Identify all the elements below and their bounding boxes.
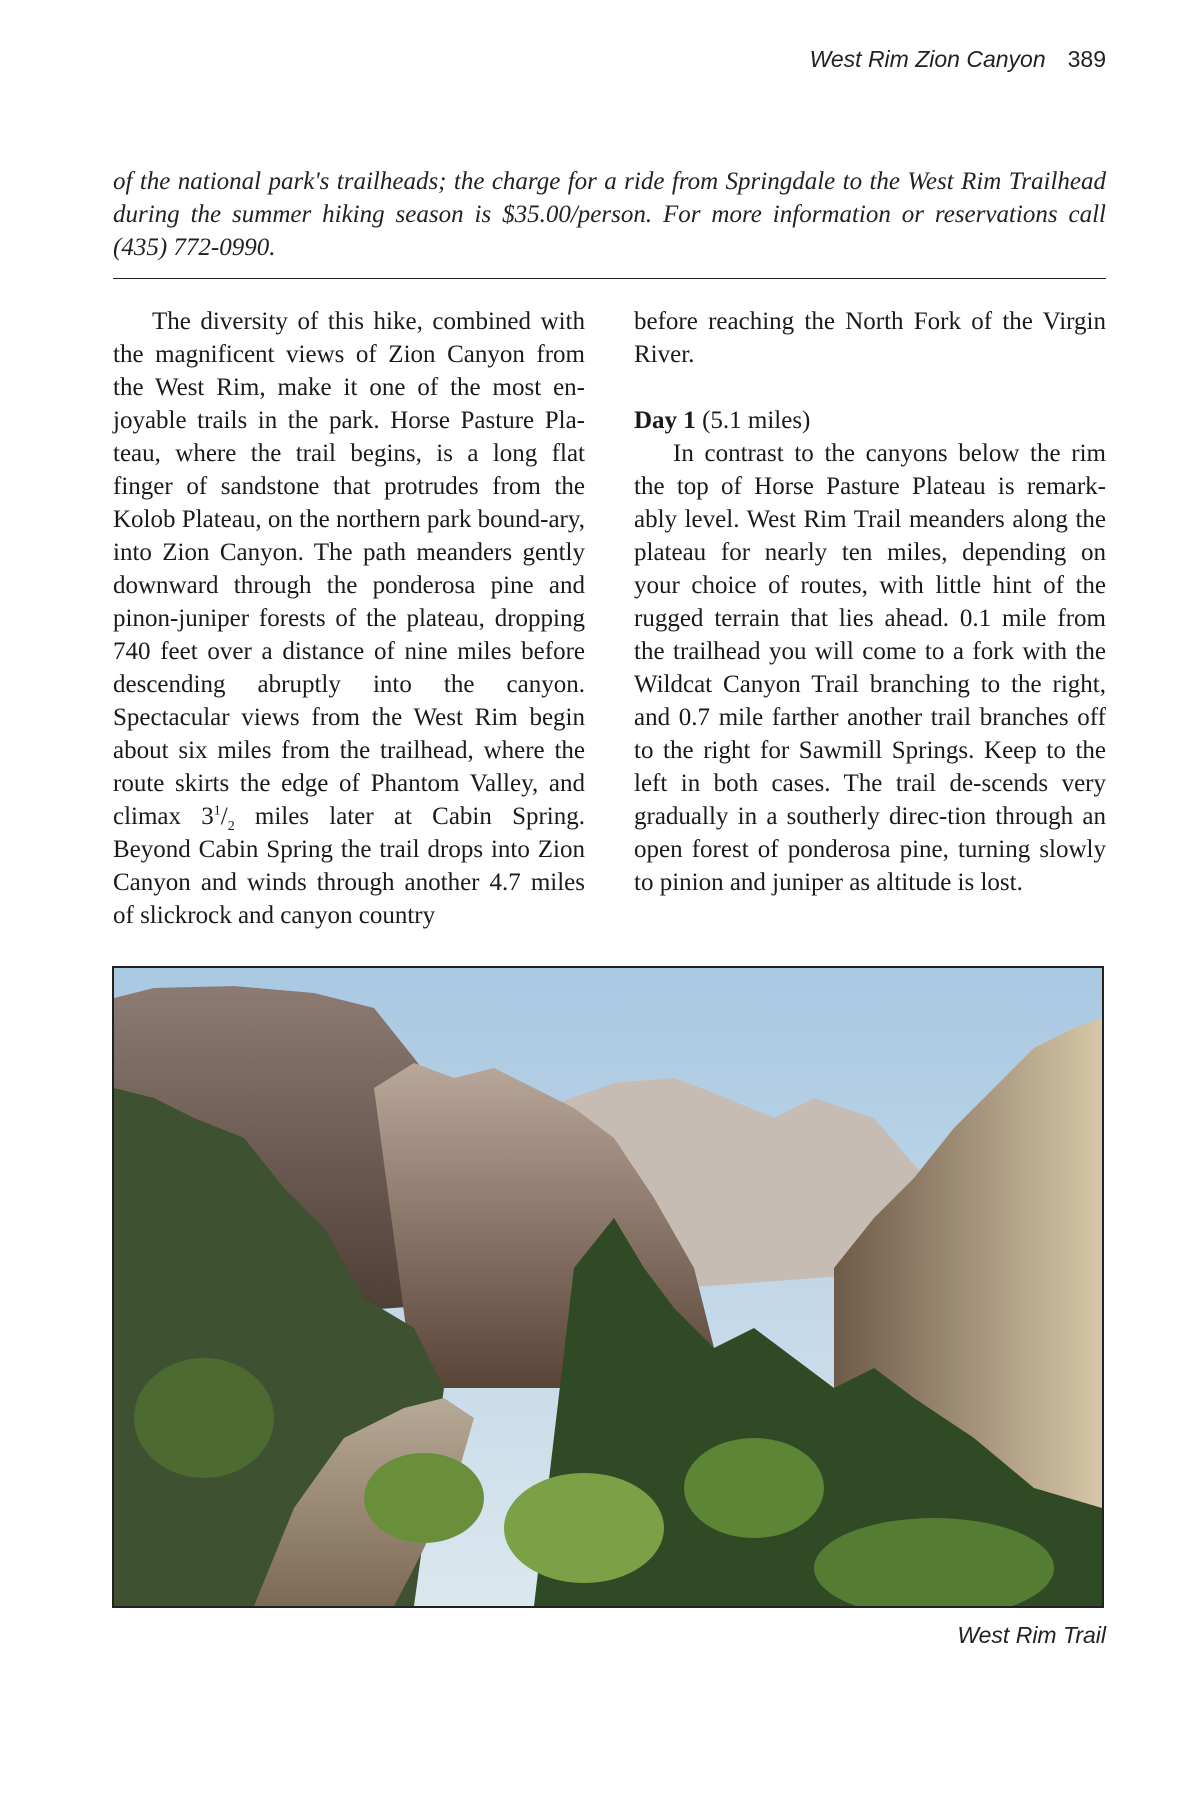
day1-paragraph: In contrast to the canyons below the rim the top of Horse Pasture Plateau is remark-ably level. West Rim Trail meanders along the plateau for nearly ten miles, depending on your choice of routes, with little hint of the rugged terrain that lies ahead. 0.1 mile from the trailhead you will come to a fork with the Wildcat Canyon Trail branching to the right, and 0.7 mile farther another trail branches off to the right for Sawmill Springs. Keep to the left in both cases. The trail de-scends very gradually in a southerly direc-tion through an open forest of ponderosa pine, turning slowly to pinion and juniper as altitude is lost. xyxy=(634,440,1106,896)
intro-note: of the national park's trailheads; the charge for a ride from Springdale to the West Rim Trailhead during the summer hiking season is $35.00/person. For more information or reservations call (435) 772-0990. xyxy=(113,168,1106,261)
shrub xyxy=(364,1453,484,1543)
day-label: Day 1 xyxy=(634,407,696,434)
page-number: 389 xyxy=(1067,46,1106,72)
body-paragraph xyxy=(113,305,585,932)
paragraph-text: The diversity of this hike, combined with the magnificent views of Zion Canyon from the West Rim, make it one of the most en-joyable trails in the park. Horse Pasture Pla-teau, where the trail begins, is a long flat finger of sandstone that protrudes from the Kolob Plateau, on the northern park bound-ary, into Zion Canyon. The path meanders gently downward through the ponderosa pine and pinon-juniper forests of the plateau, dropping 740 feet over a distance of nine miles before descending abruptly into the canyon. Spectacular views from the West Rim begin about six miles from the trailhead, where the route skirts the edge of Phantom Valley, and climax 3 xyxy=(113,308,585,830)
fraction-numerator: 1 xyxy=(213,803,221,819)
day-distance: (5.1 miles) xyxy=(695,407,811,434)
right-column xyxy=(634,305,1106,899)
shrub xyxy=(504,1473,664,1583)
paragraph-text-continued: miles later at Cabin Spring. Beyond Cabin Spring the trail drops into Zion Canyon and winds through another 4.7 miles of slickrock and canyon country xyxy=(113,803,586,929)
day-heading xyxy=(634,404,1106,437)
shrub xyxy=(134,1358,274,1478)
running-head xyxy=(810,46,1106,73)
section-divider xyxy=(113,278,1106,279)
left-column xyxy=(113,305,585,932)
photo-caption: West Rim Trail xyxy=(957,1622,1106,1648)
fraction-denominator: 2 xyxy=(227,819,235,834)
paragraph-spacer xyxy=(634,371,1106,404)
chapter-title: West Rim Zion Canyon xyxy=(809,46,1046,72)
fraction-slash: / xyxy=(220,803,228,830)
trail-photo xyxy=(112,966,1104,1608)
shrub xyxy=(684,1438,824,1538)
canyon-landscape-illustration xyxy=(114,968,1102,1606)
continued-paragraph: before reaching the North Fork of the Virgin River. xyxy=(634,308,1106,368)
